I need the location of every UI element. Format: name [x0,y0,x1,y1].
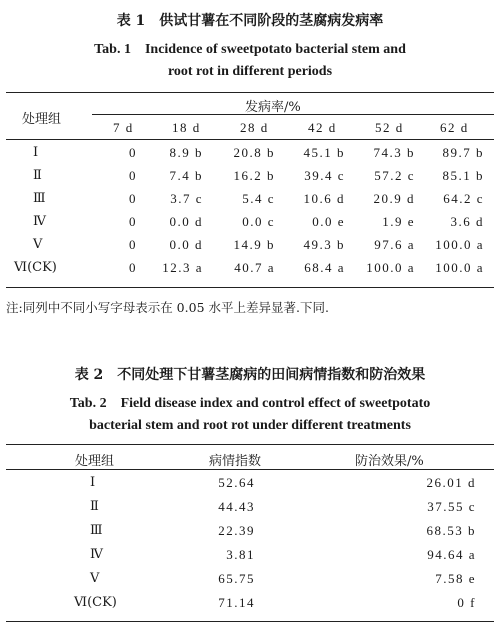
table1-cell: 0.0 e [312,214,345,229]
table1-cell: 16.2 b [233,168,275,183]
table2-header-effect: 防治效果/% [355,454,424,469]
table1-cell: 89.7 b [442,145,484,160]
table1-subheader-rule [92,114,494,115]
table1-row-group: Ⅴ [33,237,43,252]
table2-row-group: Ⅲ [90,523,103,538]
table1-row-group: Ⅲ [33,191,46,206]
table1-cell: 20.8 b [233,145,275,160]
table1-cell: 7.4 b [169,168,203,183]
table2-cell-index: 65.75 [218,571,255,586]
table1-cell: 0.0 c [242,214,275,229]
table1-cell: 3.7 c [170,191,203,206]
table1-cell: 3.6 d [450,214,484,229]
table2-cell-index: 52.64 [218,475,255,490]
table2-cell-effect: 37.55 c [427,499,476,514]
table2-row-group: Ⅱ [90,499,99,514]
table1-cell: 10.6 d [303,191,345,206]
table1-cell: 49.3 b [303,237,345,252]
table2-caption-cn: 表 2 不同处理下甘薯茎腐病的田间病情指数和防治效果 [74,367,426,383]
table1-cell: 40.7 a [234,260,275,275]
table1-group-header: 发病率/% [245,100,301,115]
table2-cell-index: 3.81 [226,547,255,562]
table1-cell: 14.9 b [233,237,275,252]
table1-cell: 0 [129,168,137,183]
table1-cell: 5.4 c [242,191,275,206]
table1-cell: 97.6 a [374,237,415,252]
table1-cell: 100.0 a [435,237,484,252]
table1-cell: 68.4 a [304,260,345,275]
table1-row-group: Ⅵ(CK) [14,260,57,275]
table2-bottom-rule [6,621,494,622]
table1-cell: 0 [129,260,137,275]
table1-cell: 74.3 b [373,145,415,160]
table1-col-header: 18 d [172,120,201,135]
table1-cell: 57.2 c [374,168,415,183]
table2-cell-effect: 26.01 d [426,475,476,490]
table2-row-group: Ⅰ [90,475,96,490]
table2-cell-index: 22.39 [218,523,255,538]
table1-cell: 100.0 a [435,260,484,275]
table1-col-header: 62 d [440,120,469,135]
table2-cell-index: 71.14 [218,595,255,610]
table1-cell: 0 [129,191,137,206]
table1-row-group: Ⅱ [33,168,42,183]
table1-caption-cn: 表 1 供试甘薯在不同阶段的茎腐病发病率 [116,13,384,29]
table2-cell-index: 44.43 [218,499,255,514]
table2-cell-effect: 94.64 a [427,547,476,562]
table1-cell: 39.4 c [304,168,345,183]
table1-caption-en-line1: Tab. 1 Incidence of sweetpotato bacterial stem and [94,42,406,57]
table2-row-group: Ⅵ(CK) [74,595,117,610]
table1-col-header: 42 d [308,120,337,135]
table1-row-header: 处理组 [22,112,62,127]
table1-cell: 64.2 c [443,191,484,206]
table1-col-header: 52 d [375,120,404,135]
table1-col-header: 7 d [113,120,134,135]
table2-header-rule [6,469,494,470]
table2-cell-effect: 0 f [457,595,476,610]
table1-row-group: Ⅰ [33,145,39,160]
table1-cell: 100.0 a [366,260,415,275]
table1-cell: 0 [129,145,137,160]
table2-cell-effect: 68.53 b [426,523,476,538]
table1-cell: 0.0 d [169,214,203,229]
table1-cell: 20.9 d [373,191,415,206]
table1-caption-en-line2: root rot in different periods [167,64,333,79]
table1-cell: 8.9 b [169,145,203,160]
table2-header-group: 处理组 [75,454,115,469]
table2-row-group: Ⅴ [90,571,100,586]
table1-cell: 0 [129,214,137,229]
table2-caption-en-line1: Tab. 2 Field disease index and control effect of sweetpotato [69,396,431,411]
table2-cell-effect: 7.58 e [435,571,476,586]
table1-cell: 0 [129,237,137,252]
table2-caption-en-line2: bacterial stem and root rot under different treatments [89,418,411,433]
table1-note: 注:同列中不同小写字母表示在 0.05 水平上差异显著.下同. [6,300,329,315]
table2-top-rule [6,444,494,445]
table1-top-rule [6,92,494,93]
table1-bottom-rule [6,287,494,288]
table1-cell: 1.9 e [382,214,415,229]
table1-header-rule [6,139,494,140]
table1-cell: 45.1 b [303,145,345,160]
table1-row-group: Ⅳ [33,214,46,229]
table1-col-header: 28 d [240,120,269,135]
table2-header-index: 病情指数 [209,454,262,469]
table1-cell: 12.3 a [162,260,203,275]
table1-cell: 85.1 b [442,168,484,183]
table1-cell: 0.0 d [169,237,203,252]
table2-row-group: Ⅳ [90,547,103,562]
